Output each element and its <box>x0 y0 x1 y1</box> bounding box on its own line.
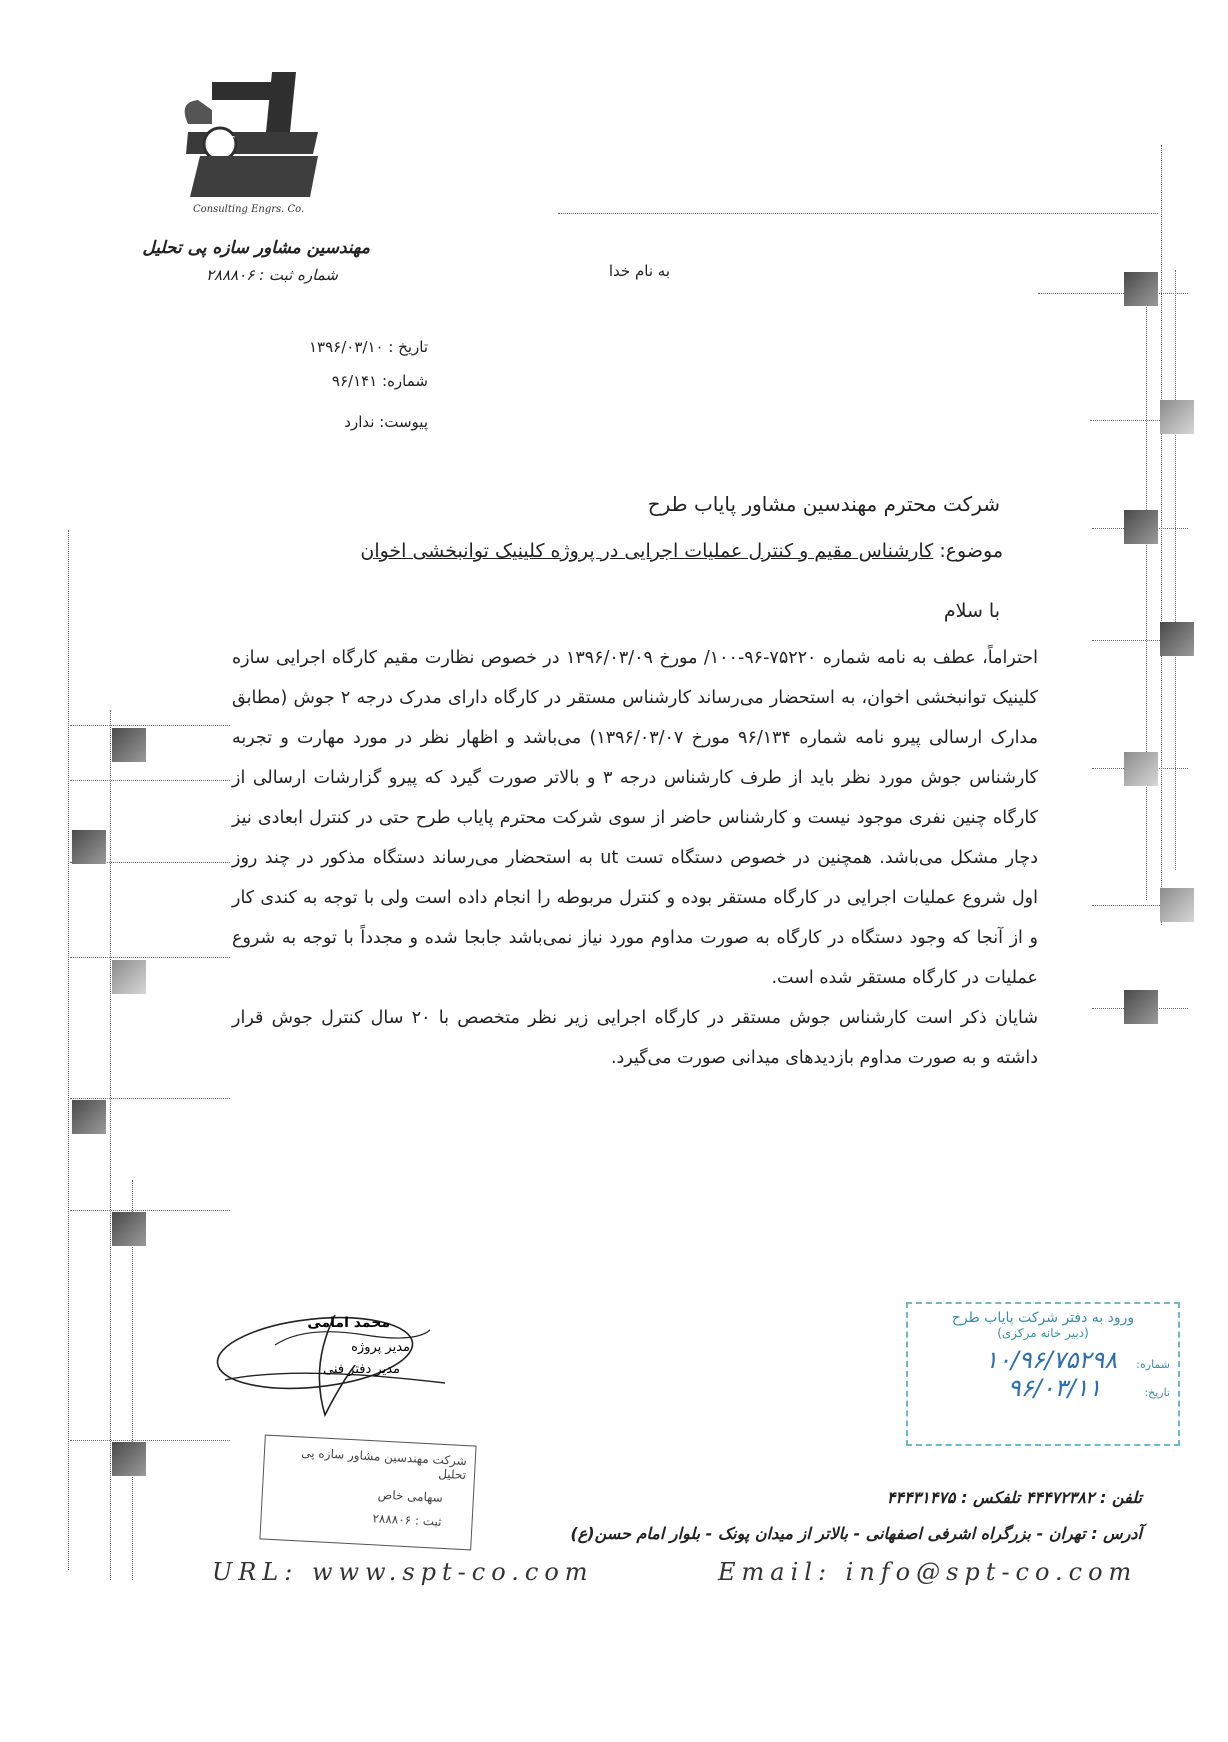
footer-phones: تلفن : ۴۴۴۷۲۳۸۲ تلفکس : ۴۴۴۳۱۴۷۵ <box>886 1488 1142 1507</box>
signatory-title-2: مدیر دفتر فنی <box>323 1362 400 1377</box>
decor-line <box>70 1098 230 1099</box>
addressee: شرکت محترم مهندسین مشاور پایاب طرح <box>647 492 1000 516</box>
received-stamp <box>906 1302 1180 1446</box>
decor-line <box>68 530 69 1570</box>
stamp-right-line1: ورود به دفتر شرکت پایاب طرح <box>951 1310 1135 1326</box>
logo-text: S.P.T <box>208 134 235 147</box>
decor-line <box>1161 145 1162 925</box>
seal-line1: شرکت مهندسین مشاور سازه پی تحلیل <box>300 1445 468 1483</box>
company-registration: شماره ثبت : ۲۸۸۸۰۶ <box>205 266 338 284</box>
signatory-title: مدیر پروژه <box>351 1340 410 1355</box>
stamp-number-label: شماره: <box>1136 1358 1170 1371</box>
greeting: با سلام <box>943 600 1000 622</box>
decor-square <box>1124 510 1158 544</box>
seal-line3: ثبت : ۲۸۸۸۰۶ <box>372 1511 442 1529</box>
footer-address: آدرس : تهران - بزرگراه اشرفی اصفهانی - بالاتر از میدان پونک - بلوار امام حسن(ع) <box>570 1524 1142 1543</box>
decor-line <box>1146 300 1147 900</box>
body-paragraph: احتراماً، عطف به نامه شماره ۷۵۲۲۰-۹۶-۱۰۰/ مورخ ۱۳۹۶/۰۳/۰۹ در خصوص نظارت مقیم کارگاه اجرایی سازه کلینیک توانبخشی اخوان، به استحضار می‌رساند کارشناس مستقر در کارگاه دارای مدرک درجه ۲ جوش (مطابق مدارک ارسالی پیرو نامه شماره ۹۶/۱۳۴ مورخ ۱۳۹۶/۰۳/۰۷) می‌باشد و اظهار نظر در مورد مهارت و تجربه کارشناس جوش مورد نظر باید از طرف کارشناس درجه ۳ و بالاتر صورت گیرد که پیرو گزارشات ارسالی از کارگاه چنین نفری موجود نیست و کارشناس حاضر از سوی شرکت محترم پایاب طرح حتی در کنترل ابعادی نیز دچار مشکل می‌باشد. همچنین در خصوص دستگاه تست ut به استحضار می‌رساند دستگاه مذکور در چند روز اول شروع عملیات اجرایی در کارگاه مستقر بوده و کنترل مربوطه را انجام داده است ولی با توجه به کندی کار و از آنجا که وجود دستگاه در کارگاه به صورت مداوم مورد نیاز نمی‌باشد جابجا شده و مجدداً با توجه به شروع عملیات در کارگاه مستقر شده است. <box>232 648 1038 988</box>
decor-square <box>72 1100 106 1134</box>
decor-line <box>70 725 230 726</box>
decor-line <box>70 780 230 781</box>
decor-square <box>1160 400 1194 434</box>
letter-number: شماره: ۹۶/۱۴۱ <box>331 372 428 390</box>
subject-line <box>200 540 1003 562</box>
decor-line <box>558 213 1158 214</box>
footer-email: Email: info@spt-co.com <box>718 1558 1138 1586</box>
seal-line2: سهامی خاص <box>377 1487 444 1505</box>
decor-line <box>1175 270 1176 870</box>
basmala: به نام خدا <box>608 262 670 280</box>
stamp-date-label: تاریخ: <box>1144 1386 1170 1399</box>
company-logo <box>168 72 343 222</box>
signature <box>215 1305 455 1425</box>
decor-line <box>70 1440 230 1441</box>
decor-square <box>112 1212 146 1246</box>
decor-square <box>112 1442 146 1476</box>
decor-square <box>1124 272 1158 306</box>
decor-square <box>1124 752 1158 786</box>
body-paragraph: شایان ذکر است کارشناس جوش مستقر در کارگاه اجرایی زیر نظر متخصص با ۲۰ سال کنترل جوش قرار داشته و به صورت مداوم بازدیدهای میدانی صورت می‌گیرد. <box>232 1008 1039 1068</box>
signatory-name: محمد امامی <box>307 1315 390 1331</box>
stamp-number-value: ۱۰/۹۶/۷۵۲۹۸ <box>985 1346 1118 1374</box>
decor-square <box>112 960 146 994</box>
decor-square <box>1160 622 1194 656</box>
letter-date: تاریخ : ۱۳۹۶/۰۳/۱۰ <box>309 338 428 356</box>
decor-square <box>72 830 106 864</box>
company-seal <box>259 1435 476 1551</box>
letter-body <box>232 638 1038 1078</box>
decor-line <box>1038 293 1188 294</box>
stamp-date-value: ۹۶/۰۳/۱۱ <box>1007 1374 1102 1402</box>
decor-line <box>110 710 111 1580</box>
letter-attachment: پیوست: ندارد <box>344 413 428 431</box>
company-name: مهندسین مشاور سازه پی تحلیل <box>142 238 370 258</box>
decor-square <box>112 728 146 762</box>
decor-square <box>1160 888 1194 922</box>
decor-line <box>70 957 230 958</box>
footer-url: URL: www.spt-co.com <box>212 1558 594 1586</box>
subject-value: کارشناس مقیم و کنترل عملیات اجرایی در پروژه کلینیک توانبخشی اخوان <box>360 540 934 562</box>
subject-label: موضوع: <box>939 540 1003 562</box>
logo-subtext: Consulting Engrs. Co. <box>193 204 305 215</box>
decor-line <box>70 1210 230 1211</box>
stamp-right-line2: (دبیر خانه مرکزی) <box>997 1326 1089 1340</box>
decor-square <box>1124 990 1158 1024</box>
